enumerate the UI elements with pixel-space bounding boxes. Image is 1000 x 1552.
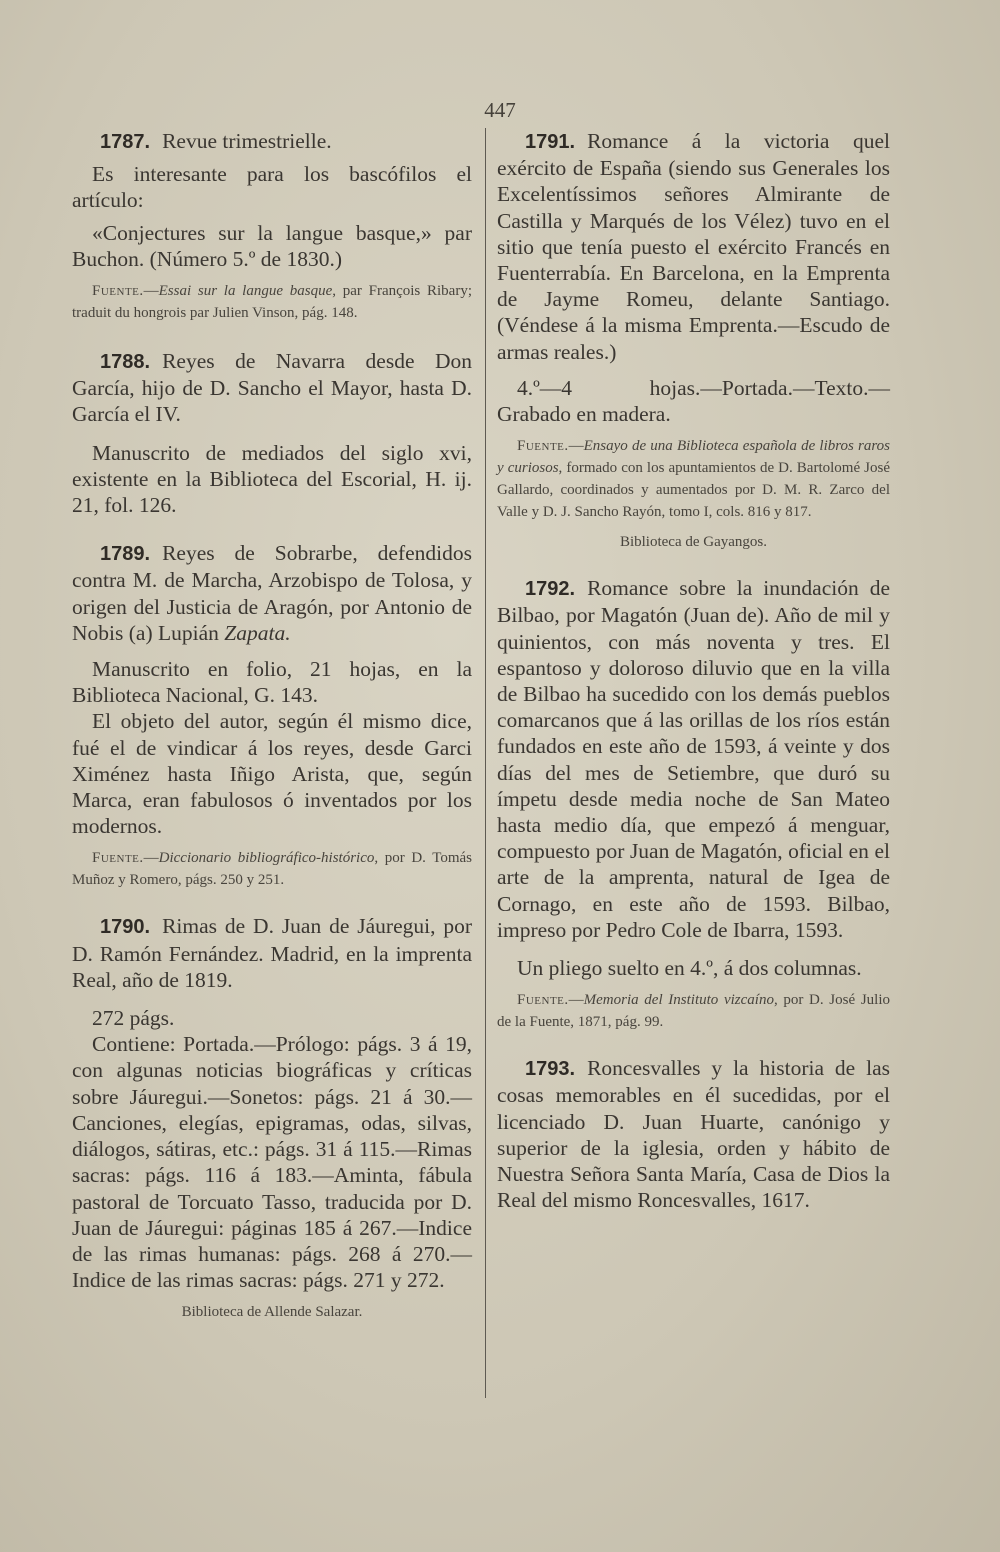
source-title: Ensayo de una Biblioteca española de libros raros y curiosos — [497, 438, 890, 477]
entry-heading — [497, 128, 890, 365]
entry-1788 — [72, 348, 472, 518]
entry-1787 — [72, 128, 472, 324]
entry-1791 — [497, 128, 890, 553]
library-note: Biblioteca de Allende Salazar. — [181, 1304, 363, 1321]
entry-1789 — [72, 540, 472, 891]
entry-1790 — [72, 913, 472, 1323]
source-dash: — — [568, 992, 584, 1009]
source-label: Fuente. — [92, 850, 144, 867]
entry-paragraph: Manuscrito de mediados del siglo xvi, existente en la Biblioteca del Escorial, H. ij. 21, fol. 126. — [72, 440, 472, 518]
source-label: Fuente. — [517, 992, 569, 1009]
source-dash: — — [143, 850, 159, 867]
entry-number: 1793. — [525, 1058, 576, 1081]
entry-number: 1792. — [525, 578, 576, 601]
entry-paragraph: 4.º—4 hojas.—Portada.—Texto.—Grabado en madera. — [497, 375, 890, 427]
source-note — [497, 435, 890, 523]
entry-title-italic: Zapata. — [224, 620, 291, 645]
entry-paragraph: 272 págs. — [92, 1006, 175, 1031]
entry-title: Rimas de D. Juan de Jáuregui, por D. Ramón Fernández. Madrid, en la imprenta Real, año de 1819. — [72, 914, 472, 992]
entry-paragraph: El objeto del autor, según él mismo dice, fué el de vindicar á los reyes, desde Garci Ximénez hasta Iñigo Arista, que, según Marca, eran fabulosos ó inventados por los modernos. — [72, 709, 472, 839]
left-column — [72, 128, 472, 1340]
entry-title: Roncesvalles y la historia de las cosas memorables en él sucedidas, por el licenciado D. Juan Huarte, canónigo y superior de la iglesia, orden y hábito de Nuestra Señora Santa María, Casa de Dios la Real del mismo Roncesvalles, 1617. — [497, 1056, 890, 1213]
entry-title: Revue trimestrielle. — [162, 129, 332, 153]
entry-paragraph: Un pliego suelto en 4.º, á dos columnas. — [517, 956, 862, 981]
source-title: Essai sur la langue basque — [158, 283, 333, 300]
entry-paragraph: «Conjectures sur la langue basque,» par Buchon. (Número 5.º de 1830.) — [72, 220, 472, 271]
entry-number: 1787. — [100, 131, 151, 153]
entry-title: Reyes de Navarra desde Don García, hijo de D. Sancho el Mayor, hasta D. García el IV. — [72, 349, 472, 427]
entry-heading — [72, 128, 472, 155]
entry-number: 1788. — [100, 351, 151, 374]
source-note — [497, 989, 890, 1033]
page-number: 447 — [484, 98, 516, 122]
right-column — [497, 128, 890, 1231]
entry-heading — [497, 1055, 890, 1213]
source-details: , por D. Tomás Muñoz y Romero, págs. 250 y 251. — [72, 850, 472, 889]
column-divider — [485, 128, 486, 1398]
entry-paragraph: Contiene: Portada.—Prólogo: págs. 3 á 19, con algunas noticias biográficas y críticas sobre Jáuregui.—Sonetos: págs. 21 á 30.—Canciones, elegías, epigramas, odas, silvas, diálogos, sátiras, etc.: págs. 31 á 115.—Rimas sacras: págs. 116 á 183.—Aminta, fábula pastoral de Torcuato Tasso, traducida por D. Juan de Jáuregui: páginas 185 á 267.—Indice de las rimas humanas: págs. 268 á 270.—Indice de las rimas sacras: págs. 271 y 272. — [72, 1032, 472, 1293]
entry-title: Reyes de Sobrarbe, defendidos contra M. de Marcha, Arzobispo de Tolosa, y origen del Justicia de Aragón, por Antonio de Nobis (a) Lupián — [72, 541, 472, 645]
entry-title: Romance á la victoria quel exército de España (siendo sus Generales los Excelentíssimos señores Almirante de Castilla y Marqués de los Vélez) tuvo en el sitio que tenía puesto el exército Francés en Fuenterrabía. En Barcelona, en la Emprenta de Jayme Romeu, delante Santiago. (Véndese á la misma Emprenta.—Escudo de armas reales.) — [497, 129, 890, 364]
source-label: Fuente. — [517, 438, 569, 455]
entry-paragraph: Es interesante para los bascófilos el artículo: — [72, 162, 472, 213]
source-note — [72, 847, 472, 891]
entry-number: 1790. — [100, 916, 151, 939]
entry-1792 — [497, 575, 890, 1033]
source-note — [72, 280, 472, 324]
source-details: , par François Ribary; traduit du hongrois par Julien Vinson, pág. 148. — [72, 283, 472, 322]
source-details: , formado con los apuntamientos de D. Bartolomé José Gallardo, coordinados y aumentados por D. M. R. Zarco del Valle y D. J. Sancho Rayón, tomo I, cols. 816 y 817. — [497, 460, 890, 521]
source-label: Fuente. — [92, 283, 144, 300]
source-details: , por D. José Julio de la Fuente, 1871, pág. 99. — [497, 992, 890, 1031]
source-dash: — — [568, 438, 584, 455]
entry-1793 — [497, 1055, 890, 1213]
entry-number: 1791. — [525, 131, 576, 153]
entry-title: Romance sobre la inundación de Bilbao, por Magatón (Juan de). Año de mil y quinientos, con más noventa y tres. El espantoso y doloroso diluvio que en la villa de Bilbao ha sucedido con los demás pueblos comarcanos que á las orillas de los ríos están fundados en este año de 1593, á veinte y dos días del mes de Setiembre, que duró su ímpetu desde media noche de San Mateo hasta medio día, que empezó á menguar, compuesto por Juan de Magatón, oficial en el arte de la amprenta, natural de Igea de Cornago, en este año de 1593. Bilbao, impreso por Pedro Cole de Ibarra, 1593. — [497, 576, 890, 942]
entry-heading — [72, 540, 472, 646]
source-dash: — — [143, 283, 159, 300]
entry-number: 1789. — [100, 543, 151, 566]
library-note: Biblioteca de Gayangos. — [619, 534, 768, 551]
entry-paragraph: Manuscrito en folio, 21 hojas, en la Biblioteca Nacional, G. 143. — [72, 657, 472, 708]
entry-heading — [72, 913, 472, 993]
source-title: Diccionario bibliográfico-histórico — [158, 850, 375, 867]
source-title: Memoria del Instituto vizcaíno — [583, 992, 774, 1009]
entry-heading — [72, 348, 472, 428]
entry-heading — [497, 575, 890, 943]
